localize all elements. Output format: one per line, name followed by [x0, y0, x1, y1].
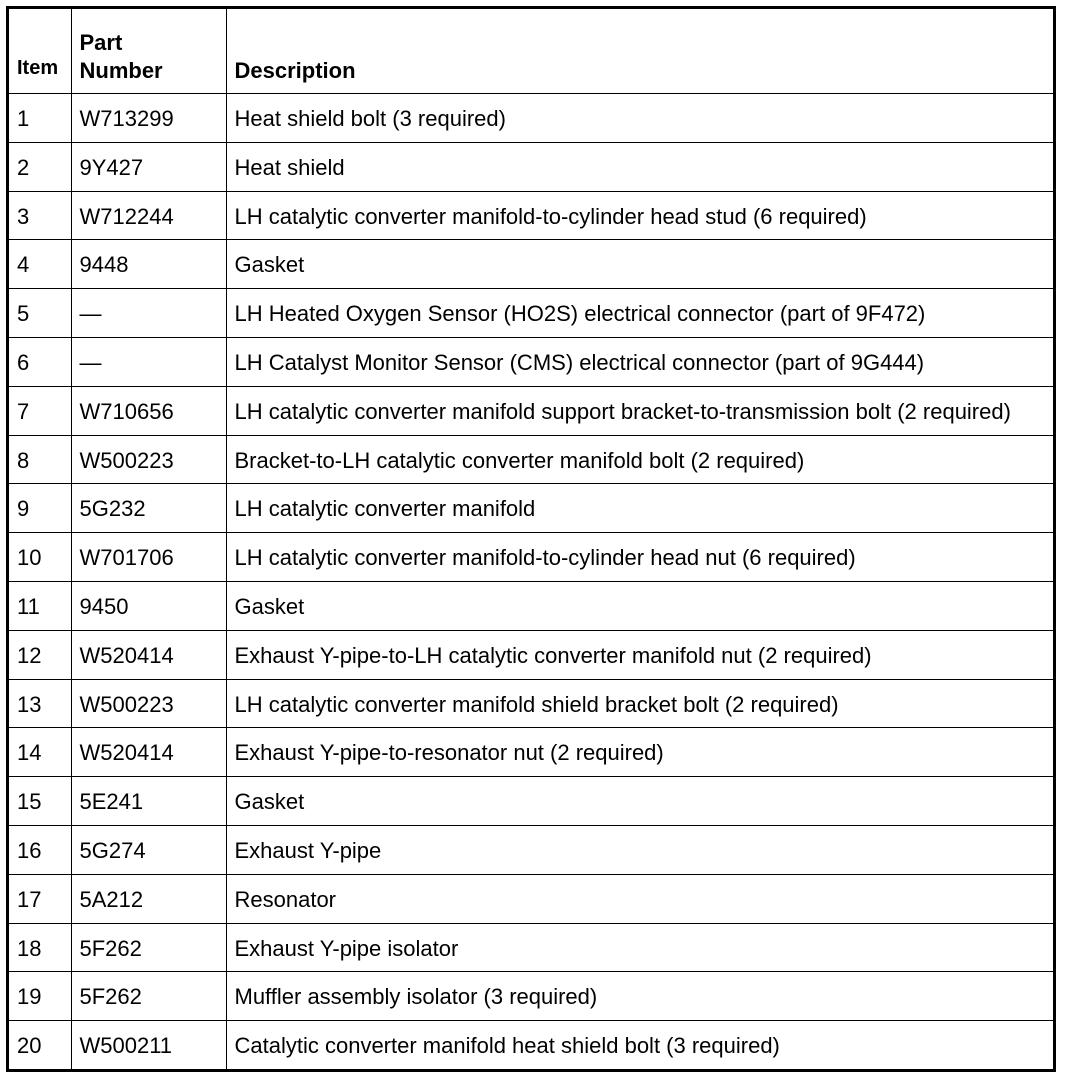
item-cell: 6 — [9, 337, 71, 386]
description-cell: LH catalytic converter manifold support bracket-to-transmission bolt (2 required) — [226, 386, 1053, 435]
description-cell: Exhaust Y-pipe-to-LH catalytic converter manifold nut (2 required) — [226, 630, 1053, 679]
description-cell: Resonator — [226, 874, 1053, 923]
description-cell: Exhaust Y-pipe isolator — [226, 923, 1053, 972]
table-row — [9, 240, 1053, 289]
table-row — [9, 777, 1053, 826]
description-cell: LH Heated Oxygen Sensor (HO2S) electrical connector (part of 9F472) — [226, 289, 1053, 338]
part-number-cell: 5A212 — [71, 874, 226, 923]
table-row — [9, 337, 1053, 386]
table-row — [9, 484, 1053, 533]
header-part-number — [71, 9, 226, 94]
table-row — [9, 533, 1053, 582]
description-cell: LH catalytic converter manifold-to-cylinder head nut (6 required) — [226, 533, 1053, 582]
item-cell: 2 — [9, 142, 71, 191]
item-cell: 1 — [9, 94, 71, 143]
item-cell: 3 — [9, 191, 71, 240]
item-cell: 10 — [9, 533, 71, 582]
part-number-cell: 5G274 — [71, 825, 226, 874]
table-row — [9, 874, 1053, 923]
item-cell: 19 — [9, 972, 71, 1021]
table-row — [9, 923, 1053, 972]
description-cell: LH catalytic converter manifold — [226, 484, 1053, 533]
description-cell: LH catalytic converter manifold-to-cylinder head stud (6 required) — [226, 191, 1053, 240]
item-cell: 7 — [9, 386, 71, 435]
part-number-cell: 9Y427 — [71, 142, 226, 191]
table-row — [9, 94, 1053, 143]
item-cell: 13 — [9, 679, 71, 728]
table-row — [9, 1021, 1053, 1069]
description-cell: Muffler assembly isolator (3 required) — [226, 972, 1053, 1021]
item-cell: 18 — [9, 923, 71, 972]
description-cell: Gasket — [226, 240, 1053, 289]
part-number-cell: W712244 — [71, 191, 226, 240]
description-cell: Exhaust Y-pipe-to-resonator nut (2 required) — [226, 728, 1053, 777]
part-number-cell: W500223 — [71, 679, 226, 728]
table-row — [9, 679, 1053, 728]
table-row — [9, 825, 1053, 874]
parts-table-frame — [6, 6, 1056, 1072]
table-row — [9, 972, 1053, 1021]
header-part-number-line1: Part — [79, 30, 123, 55]
table-row — [9, 581, 1053, 630]
description-cell: Gasket — [226, 581, 1053, 630]
item-cell: 9 — [9, 484, 71, 533]
part-number-cell: 5F262 — [71, 972, 226, 1021]
part-number-cell: — — [71, 289, 226, 338]
item-cell: 14 — [9, 728, 71, 777]
description-cell: Heat shield bolt (3 required) — [226, 94, 1053, 143]
part-number-cell: W520414 — [71, 728, 226, 777]
item-cell: 4 — [9, 240, 71, 289]
parts-table — [9, 9, 1053, 1069]
description-cell: Bracket-to-LH catalytic converter manifold bolt (2 required) — [226, 435, 1053, 484]
item-cell: 17 — [9, 874, 71, 923]
item-cell: 20 — [9, 1021, 71, 1069]
part-number-cell: 5G232 — [71, 484, 226, 533]
part-number-cell: W520414 — [71, 630, 226, 679]
description-cell: Gasket — [226, 777, 1053, 826]
description-cell: LH Catalyst Monitor Sensor (CMS) electrical connector (part of 9G444) — [226, 337, 1053, 386]
table-row — [9, 630, 1053, 679]
description-cell: Catalytic converter manifold heat shield bolt (3 required) — [226, 1021, 1053, 1069]
part-number-cell: W713299 — [71, 94, 226, 143]
table-row — [9, 289, 1053, 338]
part-number-cell: — — [71, 337, 226, 386]
table-row — [9, 728, 1053, 777]
table-row — [9, 435, 1053, 484]
description-cell: LH catalytic converter manifold shield bracket bolt (2 required) — [226, 679, 1053, 728]
description-cell: Exhaust Y-pipe — [226, 825, 1053, 874]
header-description: Description — [226, 9, 1053, 94]
part-number-cell: W500223 — [71, 435, 226, 484]
header-part-number-line2: Number — [79, 58, 163, 83]
part-number-cell: 5F262 — [71, 923, 226, 972]
item-cell: 15 — [9, 777, 71, 826]
table-row — [9, 191, 1053, 240]
item-cell: 11 — [9, 581, 71, 630]
part-number-cell: W500211 — [71, 1021, 226, 1069]
part-number-cell: W701706 — [71, 533, 226, 582]
part-number-cell: 9448 — [71, 240, 226, 289]
part-number-cell: 9450 — [71, 581, 226, 630]
item-cell: 16 — [9, 825, 71, 874]
part-number-cell: W710656 — [71, 386, 226, 435]
part-number-cell: 5E241 — [71, 777, 226, 826]
table-row — [9, 386, 1053, 435]
item-cell: 5 — [9, 289, 71, 338]
table-row — [9, 142, 1053, 191]
item-cell: 12 — [9, 630, 71, 679]
description-cell: Heat shield — [226, 142, 1053, 191]
item-cell: 8 — [9, 435, 71, 484]
header-row — [9, 9, 1053, 94]
header-item: Item — [9, 9, 71, 94]
